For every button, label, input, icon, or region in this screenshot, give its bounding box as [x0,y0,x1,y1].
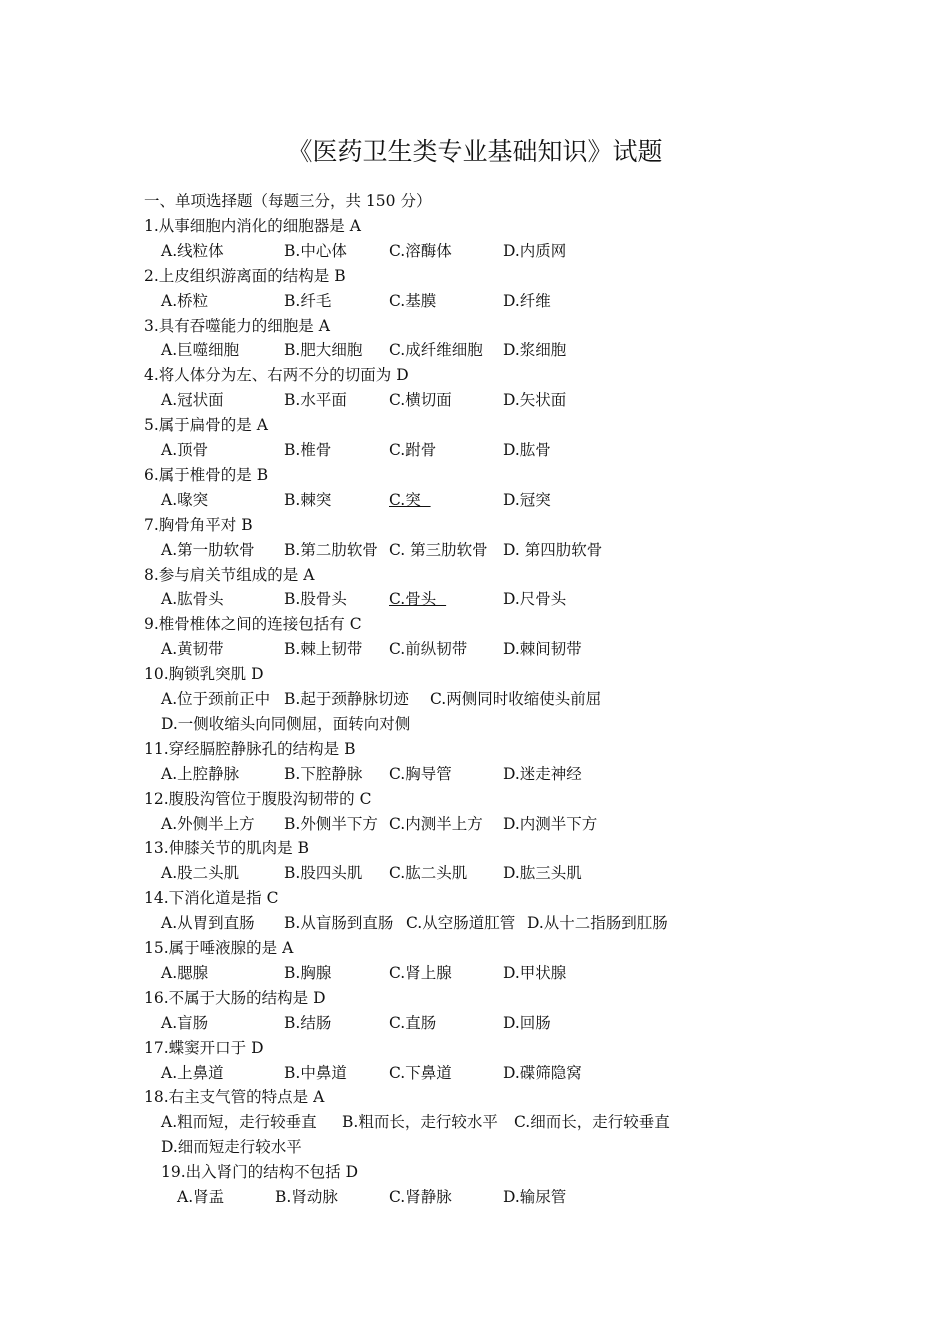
option-a: A.肾盂 [177,1188,225,1206]
option-d: D.回肠 [503,1013,551,1032]
option-c: C.突 [389,490,431,509]
question-stem: 6.属于椎骨的是 B [144,465,269,484]
option-d: D.浆细胞 [503,341,567,360]
option-a: A.上腔静脉 [161,764,240,783]
option-c: C.两侧同时收缩使头前屈 [430,690,602,708]
question-stem: 14.下消化道是指 C [144,889,279,908]
option-a: A.盲肠 [161,1013,209,1032]
option-d: D.一侧收缩头向同侧屈，面转向对侧 [161,714,411,733]
option-a: A.外侧半上方 [161,814,255,833]
option-d: D.迷走神经 [503,764,582,783]
option-b: B.第二肋软骨 [284,540,378,559]
option-a: A.位于颈前正中 [161,690,271,708]
option-d: D.输尿管 [503,1188,567,1206]
option-b: B.下腔静脉 [284,764,363,783]
option-d: D.内质网 [503,241,567,260]
option-c: C.直肠 [389,1013,437,1032]
option-a: A.线粒体 [161,241,224,260]
option-d: D.尺骨头 [503,590,567,609]
option-d: D.棘间韧带 [503,640,582,659]
option-c: C.从空肠道肛管 [406,914,516,933]
question-stem: 11.穿经膈腔静脉孔的结构是 B [144,739,356,758]
option-a: A.股二头肌 [161,864,240,883]
option-d: D.细而短走行较水平 [161,1138,302,1157]
option-d: D. 第四肋软骨 [503,540,603,559]
question-stem: 12.腹股沟管位于腹股沟韧带的 C [144,789,372,808]
option-c: C.成纤维细胞 [389,341,483,360]
option-b: B.肥大细胞 [284,341,363,360]
option-b: B.胸腺 [284,963,332,982]
option-b: B.外侧半下方 [284,814,378,833]
option-d: D.矢状面 [503,391,567,410]
option-b: B.棘上韧带 [284,640,363,659]
question-stem: 18.右主支气管的特点是 A [144,1088,325,1107]
option-d: D.甲状腺 [503,963,567,982]
option-b: B.椎骨 [284,441,332,459]
option-d: D.肱骨 [503,441,551,459]
question-stem: 5.属于扁骨的是 A [144,416,268,435]
option-c: C.细而长，走行较垂直 [514,1113,670,1132]
option-b: B.起于颈静脉切迹 [284,690,409,708]
option-c: C.下鼻道 [389,1063,452,1082]
option-c: C.胸导管 [389,764,452,783]
option-b: B.结肠 [284,1013,332,1032]
option-a: A.顶骨 [161,441,209,459]
option-a: A.上鼻道 [161,1063,224,1082]
option-c: C.肾静脉 [389,1188,452,1206]
option-b: B.股骨头 [284,590,347,609]
option-d: D.碟筛隐窝 [503,1063,582,1082]
question-stem: 8.参与肩关节组成的是 A [144,565,315,584]
option-d: D.从十二指肠到肛肠 [527,914,668,933]
option-b: B.中心体 [284,241,347,260]
question-stem: 9.椎骨椎体之间的连接包括有 C [144,615,362,634]
option-b: B.中鼻道 [284,1063,347,1082]
question-stem: 15.属于唾液腺的是 A [144,939,294,957]
option-b: B.粗而长，走行较水平 [342,1113,498,1132]
option-a: A.从胃到直肠 [161,914,255,933]
option-b: B.股四头肌 [284,864,363,883]
option-d: D.内测半下方 [503,814,598,833]
option-b: B.纤毛 [284,291,332,310]
question-stem: 1.从事细胞内消化的细胞器是 A [144,216,361,235]
question-stem: 4.将人体分为左、右两不分的切面为 D [144,366,409,385]
option-a: A.黄韧带 [161,640,224,659]
option-b: B.从盲肠到直肠 [284,914,394,933]
option-a: A.腮腺 [161,963,209,982]
option-b: B.肾动脉 [275,1188,338,1206]
option-a: A.冠状面 [161,391,224,410]
question-stem: 16.不属于大肠的结构是 D [144,988,326,1007]
option-c: C.骨头 [389,590,447,609]
question-stem: 19.出入肾门的结构不包括 D [161,1163,359,1182]
question-stem: 13.伸膝关节的肌肉是 B [144,839,309,858]
question-stem: 2.上皮组织游离面的结构是 B [144,266,346,285]
option-a: A.粗而短，走行较垂直 [161,1113,317,1132]
option-a: A.桥粒 [161,291,209,310]
option-c: C.跗骨 [389,441,437,459]
option-c: C.基膜 [389,291,437,310]
option-c: C.肾上腺 [389,963,452,982]
option-c: C.内测半上方 [389,814,483,833]
option-b: B.棘突 [284,490,332,509]
question-stem: 10.胸锁乳突肌 D [144,665,264,684]
option-c: C.肱二头肌 [389,864,468,883]
option-c: C.溶酶体 [389,241,452,260]
document-title: 《医药卫生类专业基础知识》试题 [287,137,663,166]
option-b: B.水平面 [284,391,347,410]
option-c: C.横切面 [389,391,452,410]
section-heading: 一、单项选择题（每题三分，共 150 分） [144,192,432,210]
option-c: C. 第三肋软骨 [389,540,488,559]
option-a: A.喙突 [161,490,209,509]
question-stem: 3.具有吞噬能力的细胞是 A [144,316,330,335]
option-d: D.冠突 [503,490,551,509]
option-c: C.前纵韧带 [389,640,468,659]
question-stem: 17.蝶窦开口于 D [144,1038,264,1057]
option-a: A.巨噬细胞 [161,341,240,360]
question-stem: 7.胸骨角平对 B [144,515,253,534]
option-d: D.纤维 [503,291,551,310]
option-d: D.肱三头肌 [503,864,582,883]
option-a: A.第一肋软骨 [161,540,255,559]
option-a: A.肱骨头 [161,590,224,609]
